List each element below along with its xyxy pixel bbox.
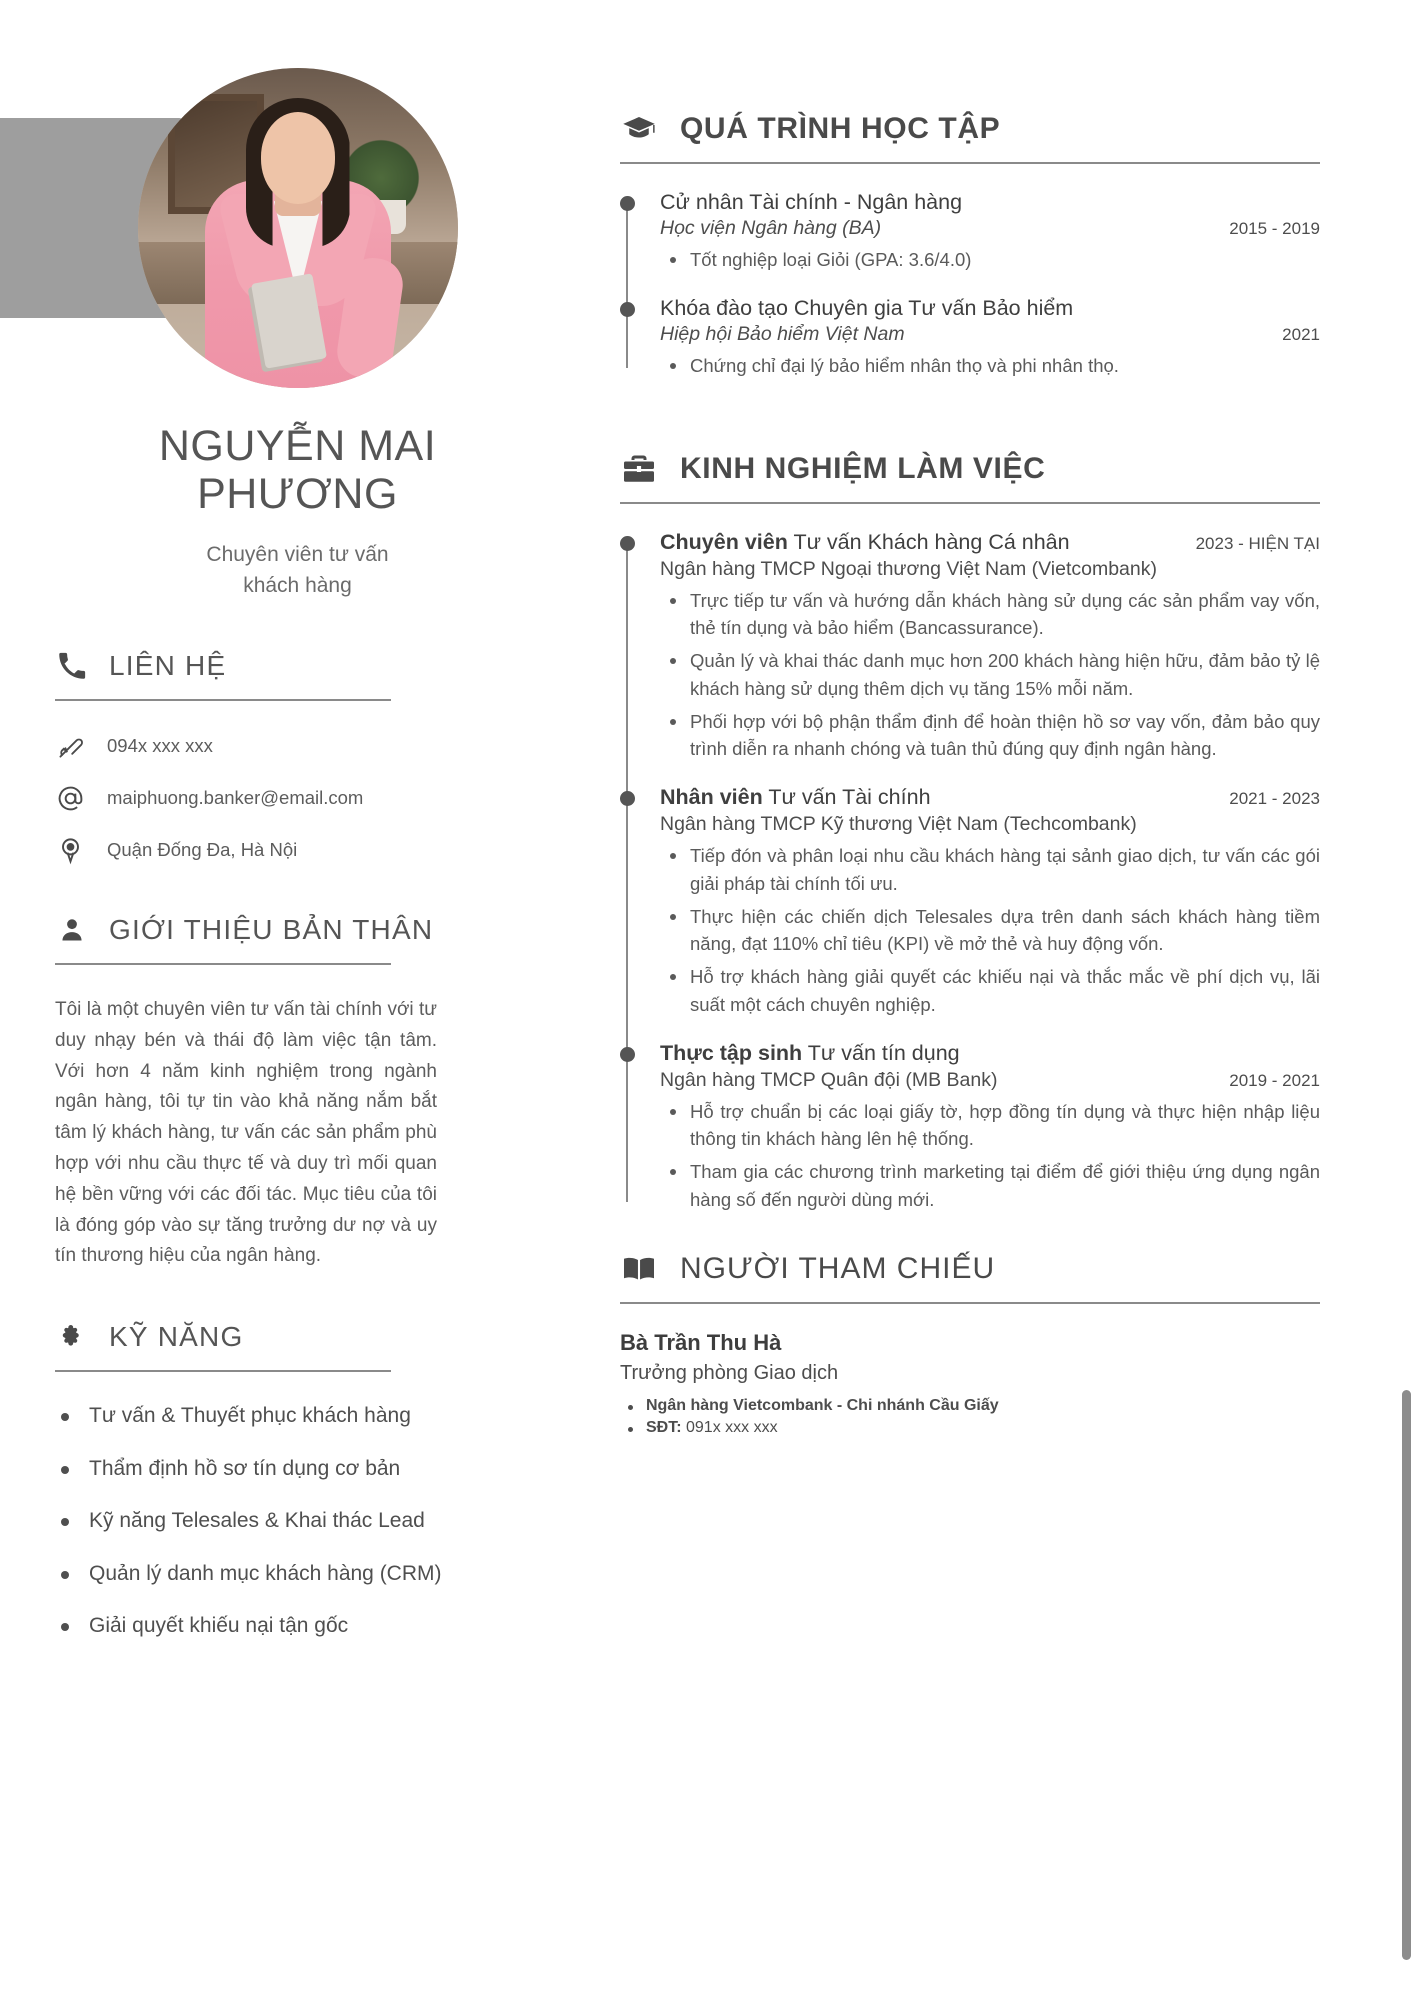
experience-item <box>660 530 1320 764</box>
section-title-about: GIỚI THIỆU BẢN THÂN <box>109 914 434 946</box>
avatar <box>138 68 458 388</box>
contact-item-address[interactable] <box>55 835 540 865</box>
reference-role: Trưởng phòng Giao dịch <box>620 1361 839 1384</box>
profile-role <box>55 540 540 601</box>
list-item: Quản lý danh mục khách hàng (CRM) <box>55 1558 455 1590</box>
section-header-references <box>620 1250 1320 1288</box>
education-school: Học viện Ngân hàng (BA) <box>660 217 882 239</box>
right-column <box>600 0 1414 1441</box>
contact-address-value: Quận Đống Đa, Hà Nội <box>107 839 298 861</box>
person-icon <box>55 913 89 947</box>
experience-bullets <box>660 842 1320 1019</box>
experience-date: 2019 - 2021 <box>1229 1070 1320 1090</box>
list-item: Tiếp đón và phân loại nhu cầu khách hàng tại sảnh giao dịch, tư vấn các gói giải pháp tài chính tối ưu. <box>660 842 1320 898</box>
list-item: Tham gia các chương trình marketing tại điểm để giới thiệu ứng dụng ngân hàng số đến người dùng mới. <box>660 1158 1320 1214</box>
open-book-icon <box>620 1250 658 1288</box>
section-title-skills: KỸ NĂNG <box>109 1321 244 1353</box>
experience-title <box>660 1041 1320 1066</box>
education-bullets <box>660 246 1320 274</box>
profile-photo <box>138 68 458 388</box>
section-title-experience: KINH NGHIỆM LÀM VIỆC <box>680 451 1046 485</box>
experience-bullets <box>660 1098 1320 1214</box>
experience-org: Ngân hàng TMCP Ngoại thương Việt Nam (Vietcombank) <box>660 557 1157 580</box>
experience-item <box>660 785 1320 1019</box>
email-at-icon <box>55 783 85 813</box>
education-school: Hiệp hội Bảo hiểm Việt Nam <box>660 322 905 345</box>
graduation-cap-icon <box>620 110 658 148</box>
section-title-contact: LIÊN HỆ <box>109 650 227 682</box>
contact-item-email[interactable] <box>55 783 540 813</box>
reference-phone-value: 091x xxx xxx <box>681 1418 778 1436</box>
list-item: Trực tiếp tư vấn và hướng dẫn khách hàng sử dụng các sản phẩm vay vốn, thẻ tín dụng và bảo hiểm (Bancassurance). <box>660 587 1320 643</box>
about-paragraph: Tôi là một chuyên viên tư vấn tài chính với tư duy nhạy bén và thái độ làm việc tận tâm. Với hơn 4 năm kinh nghiệm trong ngành ngân hàng, tôi tự tin vào khả năng nắm bắt tâm lý khách hàng, tư vấn các sản phẩm phù hợp với nhu cầu thực tế và duy trì mối quan hệ bền vững với các đối tác. Mục tiêu của tôi là đóng góp vào sự tăng trưởng dư nợ và uy tín thương hiệu của ngân hàng. <box>55 999 437 1267</box>
education-item <box>660 190 1320 274</box>
experience-timeline <box>620 530 1320 1214</box>
phone-icon <box>55 649 89 683</box>
list-item: Kỹ năng Telesales & Khai thác Lead <box>55 1505 455 1537</box>
experience-title-bold: Chuyên viên <box>660 529 788 554</box>
divider-contact <box>55 699 391 701</box>
reference-block <box>620 1330 1320 1437</box>
reference-bank: Ngân hàng Vietcombank - Chi nhánh Cầu Giấy <box>646 1396 999 1414</box>
experience-title <box>660 530 1070 555</box>
section-header-contact <box>55 649 540 683</box>
section-header-education <box>620 110 1320 148</box>
section-header-experience <box>620 450 1320 488</box>
section-header-about <box>55 913 540 947</box>
list-item: Giải quyết khiếu nại tận gốc <box>55 1610 455 1642</box>
divider-references <box>620 1302 1320 1304</box>
education-timeline <box>620 190 1320 380</box>
puzzle-piece-icon <box>55 1320 89 1354</box>
left-column <box>0 0 600 2000</box>
experience-date: 2021 - 2023 <box>1229 789 1320 808</box>
reference-details <box>620 1397 1320 1437</box>
profile-role-line2: khách hàng <box>243 573 352 597</box>
list-item: Thực hiện các chiến dịch Telesales dựa trên danh sách khách hàng tiềm năng, đạt 110% chỉ tiêu (KPI) về mở thẻ và huy động vốn. <box>660 903 1320 959</box>
experience-title <box>660 785 931 810</box>
list-item: Quản lý và khai thác danh mục hơn 200 khách hàng hiện hữu, đảm bảo tỷ lệ khách hàng sử dụng thêm dịch vụ tăng 15% mỗi năm. <box>660 647 1320 703</box>
contact-email-value: maiphuong.banker@email.com <box>107 787 364 809</box>
experience-org: Ngân hàng TMCP Kỹ thương Việt Nam (Techcombank) <box>660 813 1137 835</box>
location-pin-icon <box>55 835 85 865</box>
list-item: Chứng chỉ đại lý bảo hiểm nhân thọ và phi nhân thọ. <box>660 352 1320 380</box>
section-title-education: QUÁ TRÌNH HỌC TẬP <box>680 112 1001 145</box>
experience-org: Ngân hàng TMCP Quân đội (MB Bank) <box>660 1068 998 1091</box>
education-date: 2015 - 2019 <box>1229 219 1320 238</box>
experience-title-rest: Tư vấn tín dụng <box>807 1040 960 1065</box>
experience-bullets <box>660 587 1320 764</box>
phone-handset-icon <box>55 731 85 761</box>
contact-item-phone[interactable] <box>55 731 540 761</box>
experience-title-rest: Tư vấn Tài chính <box>768 785 931 809</box>
education-date: 2021 <box>1282 324 1320 344</box>
experience-title-bold: Thực tập sinh <box>660 1040 803 1065</box>
contact-phone-value: 094x xxx xxx <box>107 735 213 757</box>
reference-name: Bà Trần Thu Hà <box>620 1329 782 1355</box>
experience-title-bold: Nhân viên <box>660 785 763 809</box>
education-item <box>660 296 1320 380</box>
reference-phone-label: SĐT: <box>646 1418 682 1436</box>
skills-list <box>55 1400 455 1642</box>
section-header-skills <box>55 1320 540 1354</box>
list-item: Thẩm định hồ sơ tín dụng cơ bản <box>55 1453 455 1485</box>
list-item <box>620 1397 1320 1415</box>
divider-about <box>55 963 391 965</box>
education-title: Khóa đào tạo Chuyên gia Tư vấn Bảo hiểm <box>660 295 1074 320</box>
divider-education <box>620 162 1320 164</box>
list-item: Hỗ trợ khách hàng giải quyết các khiếu nại và thắc mắc về phí dịch vụ, lãi suất một cách chuyên nghiệp. <box>660 963 1320 1019</box>
divider-experience <box>620 502 1320 504</box>
section-title-references: NGƯỜI THAM CHIẾU <box>680 1251 996 1285</box>
list-item: Phối hợp với bộ phận thẩm định để hoàn thiện hồ sơ vay vốn, đảm bảo quy trình diễn ra nhanh chóng và tuân thủ đúng quy định ngân hàng. <box>660 708 1320 764</box>
contact-list <box>55 731 540 865</box>
list-item: Hỗ trợ chuẩn bị các loại giấy tờ, hợp đồng tín dụng và thực hiện nhập liệu thông tin khách hàng lên hệ thống. <box>660 1098 1320 1154</box>
photo-person-head <box>261 112 335 204</box>
list-item <box>620 1419 1320 1437</box>
briefcase-icon <box>620 450 658 488</box>
list-item: Tốt nghiệp loại Giỏi (GPA: 3.6/4.0) <box>660 246 1320 274</box>
experience-date: 2023 - HIỆN TẠI <box>1195 533 1320 553</box>
profile-role-line1: Chuyên viên tư vấn <box>206 543 389 567</box>
experience-title-rest: Tư vấn Khách hàng Cá nhân <box>793 529 1070 554</box>
page-title: NGUYỄN MAI PHƯƠNG <box>158 422 437 519</box>
page-scrollbar[interactable] <box>1402 1390 1411 1960</box>
list-item: Tư vấn & Thuyết phục khách hàng <box>55 1400 455 1432</box>
education-bullets <box>660 352 1320 380</box>
experience-item <box>660 1041 1320 1214</box>
divider-skills <box>55 1370 391 1372</box>
education-title: Cử nhân Tài chính - Ngân hàng <box>660 190 963 214</box>
